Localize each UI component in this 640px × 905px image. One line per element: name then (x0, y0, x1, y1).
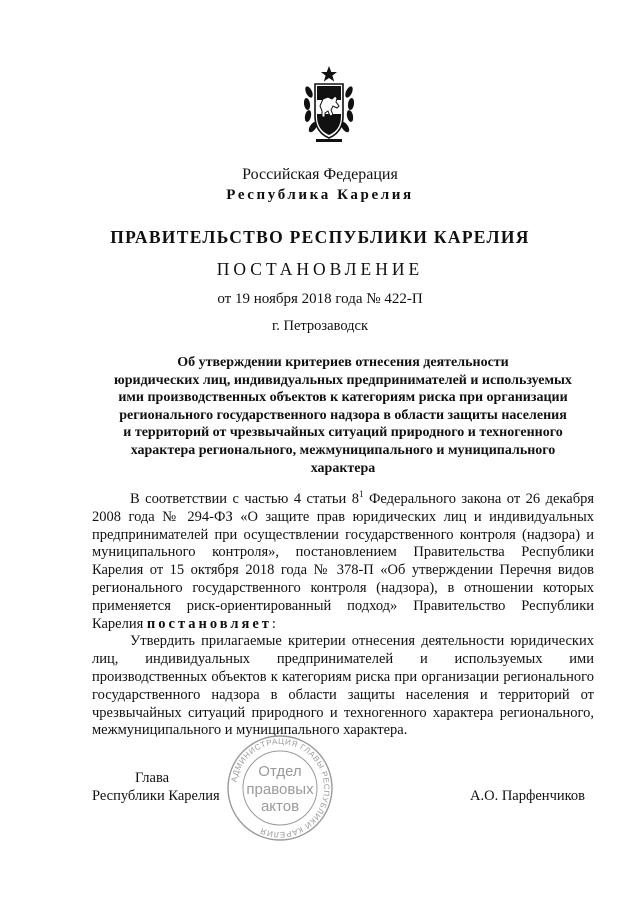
document-subject (92, 354, 594, 477)
stamp-line1: Отдел (258, 763, 302, 780)
stamp-line3: актов (260, 798, 300, 815)
preamble-text-start: В соответствии с частью 4 статьи 8 (130, 491, 359, 507)
republic-name: Республика Карелия (226, 187, 414, 203)
legal-department-stamp (219, 734, 341, 842)
subject-line: характера (310, 460, 376, 476)
document-city: г. Петрозаводск (271, 318, 369, 334)
subject-line: Об утверждении критериев отнесения деятельности (177, 355, 509, 370)
preamble-text: Федерального закона от 26 декабря 2008 года № 294-ФЗ «О защите прав юридических лиц и индивидуальных предпринимателей при осуществлении государственного контроля (надзора) и муниципального контроля», постановлением Правительства Республики Карелия от 15 октября 2018 года № 378-П «Об утверждении Перечня видов регионального государственного контроля (надзора), в отношении которых применяется риск-ориентированный подход» Правительство Республики Карелия (92, 491, 594, 632)
resolution-paragraph: Утвердить прилагаемые критерии отнесения деятельности юридических лиц, индивидуальных предпринимателей и используемых ими производственных объектов к категориям риска при организации регионального государственного надзора в области защиты населения и территорий от чрезвычайных ситуаций природного и техногенного характера регионального, межмуниципального и муниципального характера. (92, 633, 594, 739)
subject-line: юридических лиц, индивидуальных предпринимателей и используемых (114, 372, 572, 388)
stamp-line2: правовых (246, 781, 314, 798)
subject-line: регионального государственного надзора в области защиты населения (119, 407, 567, 423)
signatory-name: А.О. Парфенчиков (470, 788, 586, 804)
country-name: Российская Федерация (242, 166, 398, 183)
karelia-coat-of-arms-icon (302, 66, 356, 146)
subject-line: характера регионального, межмуниципального и муниципального (130, 442, 556, 458)
signatory-title-line1: Глава (135, 770, 170, 786)
stamp-ring-text: АДМИНИСТРАЦИЯ ГЛАВЫ РЕСПУБЛИКИ КАРЕЛИЯ (229, 736, 332, 840)
subject-line: ими производственных объектов к категориям риска при организации (118, 390, 568, 406)
subject-line: и территорий от чрезвычайных ситуаций природного и техногенного (123, 425, 563, 441)
document-type: ПОСТАНОВЛЕНИЕ (216, 259, 424, 279)
decree-colon: : (271, 615, 276, 632)
preamble-paragraph (92, 491, 594, 633)
document-date: от 19 ноября 2018 года № 422-П (217, 291, 423, 307)
decree-word: постановляет (146, 615, 272, 632)
government-title: ПРАВИТЕЛЬСТВО РЕСПУБЛИКИ КАРЕЛИЯ (110, 227, 530, 247)
signatory-title-line2: Республики Карелия (92, 788, 220, 804)
article-superscript: 1 (358, 489, 364, 500)
document-body (92, 491, 594, 740)
